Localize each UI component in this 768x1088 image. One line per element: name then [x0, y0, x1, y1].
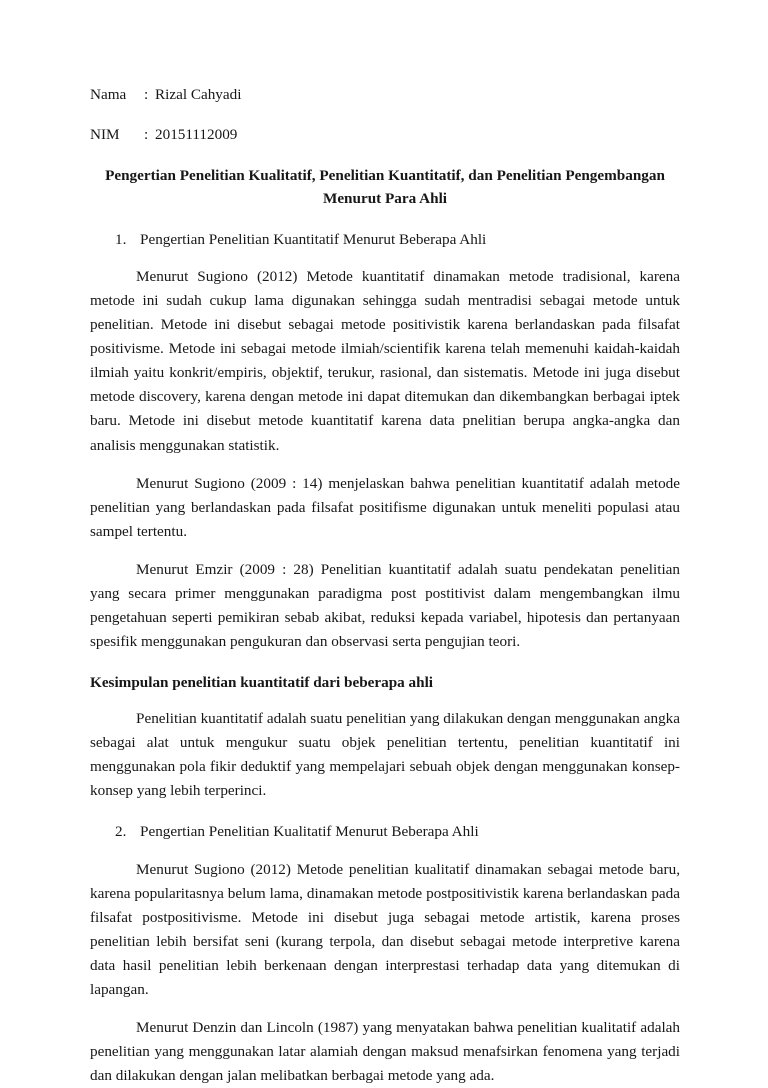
student-identity-block	[90, 85, 680, 144]
section-heading-item-1	[90, 229, 680, 252]
identity-label-nim: NIM	[90, 126, 120, 143]
document-title: Pengertian Penelitian Kualitatif, Penelitian Kuantitatif, dan Penelitian Pengembangan Menurut Para Ahli	[105, 167, 665, 207]
section-1-paragraph-3: Menurut Emzir (2009 : 28) Penelitian kuantitatif adalah suatu pendekatan penelitian yang secara primer menggunakan paradigma post postitivist dalam mengembangkan ilmu pengetahuan seperti pemikiran sebab akibat, reduksi kepada variabel, hipotesis dan pertanyaan spesifik menggunakan pengukuran dan observasi serta pengujian teori.	[90, 560, 680, 650]
section-marker-1: 1.	[115, 230, 127, 248]
section-list-2	[90, 821, 680, 844]
section-1-conclusion-paragraph: Penelitian kuantitatif adalah suatu penelitian yang dilakukan dengan menggunakan angka sebagai alat untuk mengukur suatu objek penelitian tertentu, penelitian kuantitatif ini menggunakan pola fikir deduktif yang mempelajari sebuah objek dengan menggunakan konsep-konsep yang lebih terperinci.	[90, 709, 680, 799]
identity-value-nim: 20151112009	[155, 126, 238, 143]
section-heading-text-2: Pengertian Penelitian Kualitatif Menurut Beberapa Ahli	[140, 822, 479, 840]
identity-separator-nim: :	[144, 126, 149, 143]
section-2-paragraph-2: Menurut Denzin dan Lincoln (1987) yang menyatakan bahwa penelitian kualitatif adalah penelitian yang menggunakan latar alamiah dengan maksud menafsirkan fenomena yang terjadi dan dilakukan dengan jalan melibatkan berbagai metode yang ada.	[90, 1018, 680, 1084]
identity-label-name: Nama	[90, 86, 127, 103]
section-list-1	[90, 229, 680, 252]
section-heading-text-1: Pengertian Penelitian Kuantitatif Menurut Beberapa Ahli	[140, 230, 487, 248]
identity-value-name: Rizal Cahyadi	[155, 86, 242, 103]
section-marker-2: 2.	[115, 822, 127, 840]
section-2-paragraph-1: Menurut Sugiono (2012) Metode penelitian kualitatif dinamakan sebagai metode baru, karena popularitasnya belum lama, dinamakan metode postpositivistik karena berlandaskan pada filsafat postpositivisme. Metode ini disebut juga sebagai metode artistik, karena proses penelitian lebih bersifat seni (kurang terpola, dan disebut sebagai metode interpretive karena data hasil penelitian lebih berkenaan dengan interprestasi terhadap data yang ditemukan di lapangan.	[90, 860, 680, 998]
section-heading-item-2	[90, 821, 680, 844]
identity-row-name	[90, 85, 680, 104]
section-1-paragraph-1: Menurut Sugiono (2012) Metode kuantitatif dinamakan metode tradisional, karena metode ini sudah cukup lama digunakan sehingga sudah mentradisi sebagai metode untuk penelitian. Metode ini disebut sebagai metode positivistik karena berlandaskan pada filsafat positivisme. Metode ini sebagai metode ilmiah/scientifik karena telah memenuhi kaidah-kaidah ilmiah yaitu konkrit/empiris, objektif, terukur, rasional, dan sistematis. Metode ini juga disebut metode discovery, karena dengan metode ini dapat ditemukan dan dikembangkan berbagai iptek baru. Metode ini disebut metode kuantitatif karena data pnelitian berupa angka-angka dan analisis menggunakan statistik.	[90, 268, 680, 454]
identity-separator-name: :	[144, 86, 149, 103]
section-1-paragraph-2: Menurut Sugiono (2009 : 14) menjelaskan bahwa penelitian kuantitatif adalah metode penelitian yang berlandaskan pada filsafat positifisme digunakan untuk meneliti populasi atau sampel tertentu.	[90, 474, 680, 540]
section-1-subheading: Kesimpulan penelitian kuantitatif dari beberapa ahli	[90, 673, 434, 691]
identity-row-nim	[90, 125, 680, 144]
